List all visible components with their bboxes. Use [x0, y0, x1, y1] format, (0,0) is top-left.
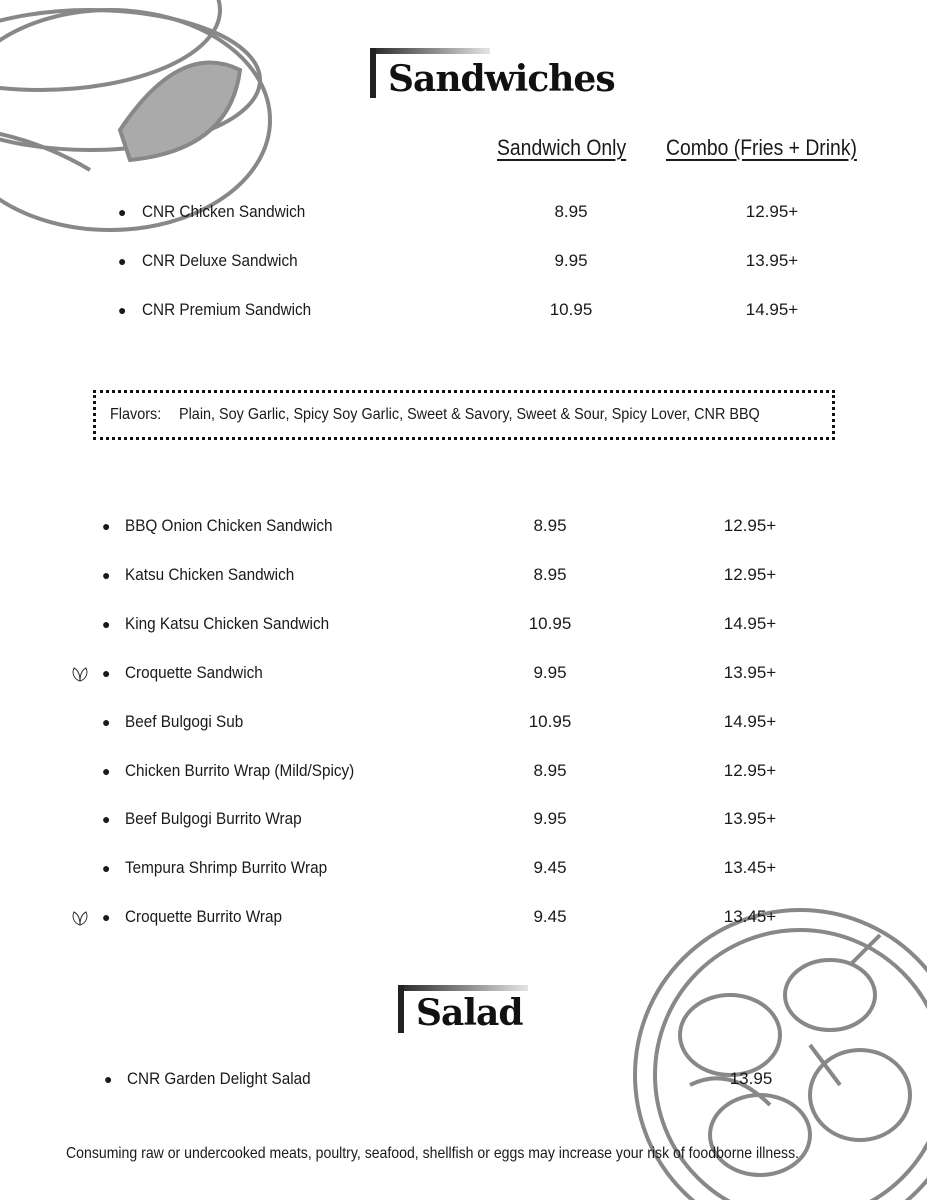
menu-item: [0, 251, 927, 275]
column-header-combo: Combo (Fries + Drink): [666, 135, 857, 160]
bullet: ●: [102, 909, 111, 926]
menu-item: [0, 300, 927, 324]
menu-item: [0, 663, 927, 687]
item-name: Chicken Burrito Wrap (Mild/Spicy): [125, 760, 355, 780]
item-name: King Katsu Chicken Sandwich: [125, 613, 330, 633]
bullet: ●: [102, 518, 111, 534]
item-name: CNR Chicken Sandwich: [142, 202, 306, 221]
menu-item: [0, 809, 927, 833]
price-sandwich-only: 9.45: [533, 858, 567, 878]
item-name: Tempura Shrimp Burrito Wrap: [125, 858, 328, 878]
flavors-list: Plain, Soy Garlic, Spicy Soy Garlic, Sweet & Savory, Sweet & Sour, Spicy Lover, CNR BBQ: [178, 406, 760, 423]
price-combo: 12.95+: [723, 516, 777, 535]
price-sandwich-only: 8.95: [533, 564, 567, 584]
price-combo: 14.95+: [723, 613, 777, 633]
price-sandwich-only: 10.95: [528, 711, 572, 731]
heading-brush: [398, 985, 404, 1033]
price-sandwich-only: 9.95: [533, 662, 567, 682]
vegetarian-leaf-icon: [70, 909, 90, 932]
column-header-sandwich-only: Sandwich Only: [497, 135, 627, 160]
bullet: ●: [118, 204, 127, 220]
price-sandwich-only: 8.95: [554, 202, 588, 221]
price-sandwich-only: 9.95: [533, 809, 567, 829]
section-title-salad: Salad: [416, 992, 523, 1034]
price-sandwich-only: 10.95: [528, 613, 572, 633]
menu-item: [0, 565, 927, 589]
price-combo: 13.95+: [723, 809, 777, 829]
vegetarian-leaf-icon: [70, 665, 90, 688]
food-safety-disclaimer: Consuming raw or undercooked meats, poultry, seafood, shellfish or eggs may increase your risk of foodborne illness.: [66, 1145, 800, 1162]
menu-item: [0, 858, 927, 882]
bullet: ●: [102, 664, 111, 681]
price-sandwich-only: 9.95: [554, 251, 588, 270]
price-combo: 14.95+: [723, 711, 777, 731]
flavors-box: [93, 390, 835, 440]
price-combo: 12.95+: [723, 760, 777, 780]
item-name: CNR Premium Sandwich: [142, 300, 312, 319]
item-price: 13.95: [729, 1069, 773, 1088]
bullet: ●: [118, 302, 127, 318]
item-name: Croquette Sandwich: [125, 662, 263, 682]
price-sandwich-only: 8.95: [533, 516, 567, 535]
section-title-sandwiches: Sandwiches: [388, 58, 615, 100]
price-sandwich-only: 8.95: [533, 760, 567, 780]
bullet: ●: [102, 566, 111, 583]
item-name: Katsu Chicken Sandwich: [125, 564, 295, 584]
menu-item: [0, 761, 927, 785]
menu-item: [0, 202, 927, 226]
heading-brush: [370, 48, 376, 98]
menu-item: [0, 907, 927, 931]
bullet: ●: [102, 762, 111, 779]
item-name: BBQ Onion Chicken Sandwich: [125, 516, 333, 535]
price-combo: 14.95+: [745, 300, 799, 319]
item-name: Beef Bulgogi Burrito Wrap: [125, 809, 302, 829]
item-name: Croquette Burrito Wrap: [125, 907, 283, 927]
price-sandwich-only: 10.95: [549, 300, 593, 319]
menu-item: [0, 1069, 927, 1093]
price-combo: 13.45+: [723, 858, 777, 878]
item-name: CNR Deluxe Sandwich: [142, 251, 298, 270]
bullet: ●: [102, 811, 111, 828]
price-sandwich-only: 9.45: [533, 907, 567, 927]
bullet: ●: [102, 615, 111, 632]
price-combo: 13.95+: [745, 251, 799, 270]
heading-brush: [398, 985, 528, 991]
menu-item: [0, 712, 927, 736]
item-name: Beef Bulgogi Sub: [125, 711, 244, 731]
bullet: ●: [118, 253, 127, 269]
heading-brush: [370, 48, 490, 54]
price-combo: 13.95+: [723, 662, 777, 682]
bullet: ●: [102, 860, 111, 877]
price-combo: 13.45+: [723, 907, 777, 927]
bullet: ●: [102, 713, 111, 730]
item-name: CNR Garden Delight Salad: [127, 1069, 311, 1088]
menu-item: [0, 516, 927, 540]
price-combo: 12.95+: [745, 202, 799, 221]
price-combo: 12.95+: [723, 564, 777, 584]
bullet: ●: [104, 1071, 113, 1087]
flavors-label: Flavors:: [110, 406, 162, 423]
menu-item: [0, 614, 927, 638]
